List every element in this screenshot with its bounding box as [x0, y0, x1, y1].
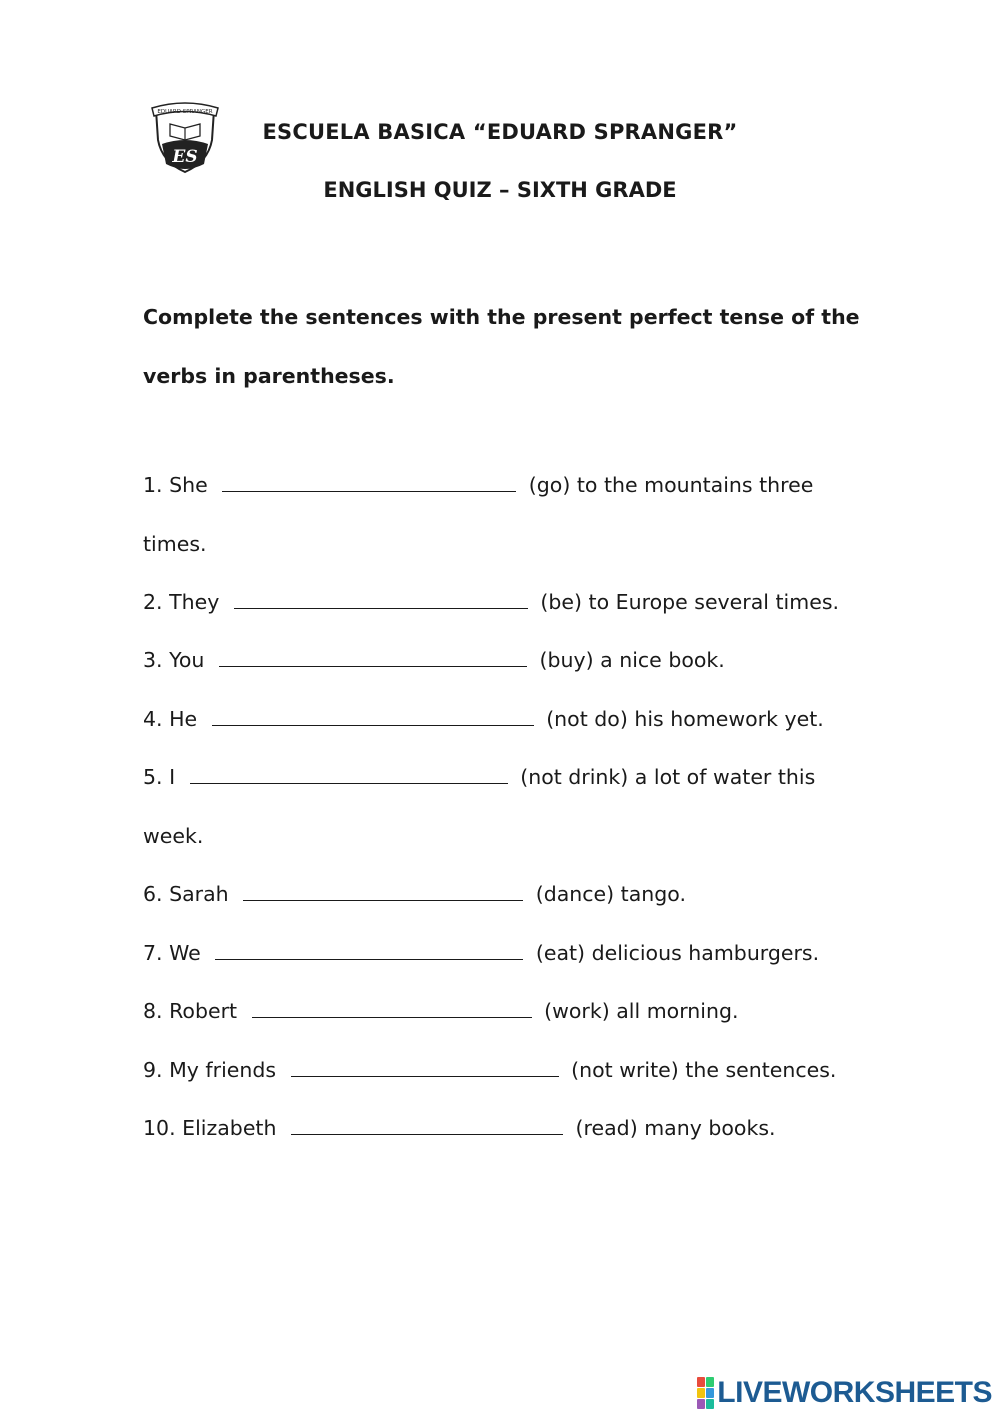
exercise-number: 6.: [143, 882, 163, 906]
exercise-number: 7.: [143, 941, 163, 965]
exercise-item: [143, 1099, 873, 1158]
exercise-number: 8.: [143, 999, 163, 1023]
exercise-subject: Elizabeth: [182, 1116, 277, 1140]
exercise-rest: (go) to the mountains three times.: [143, 473, 814, 556]
exercise-subject: Robert: [169, 999, 238, 1023]
exercise-number: 5.: [143, 765, 163, 789]
exercise-subject: I: [169, 765, 176, 789]
exercise-rest: (eat) delicious hamburgers.: [535, 941, 820, 965]
answer-blank[interactable]: [215, 937, 523, 960]
answer-blank[interactable]: [222, 469, 516, 492]
exercise-item: [143, 748, 823, 865]
exercise-item: [143, 924, 873, 983]
exercise-subject: You: [169, 648, 205, 672]
answer-blank[interactable]: [291, 1054, 559, 1077]
quiz-title: ENGLISH QUIZ – SIXTH GRADE: [323, 178, 677, 202]
answer-blank[interactable]: [252, 995, 532, 1018]
answer-blank[interactable]: [234, 586, 528, 609]
exercise-subject: They: [169, 590, 220, 614]
answer-blank[interactable]: [219, 644, 527, 667]
exercise-item: [143, 456, 823, 573]
instructions: Complete the sentences with the present perfect tense of the verbs in parentheses.: [143, 305, 860, 388]
answer-blank[interactable]: [212, 703, 534, 726]
exercise-item: [143, 690, 873, 749]
exercise-item: [143, 982, 873, 1041]
exercise-rest: (be) to Europe several times.: [540, 590, 840, 614]
exercise-rest: (buy) a nice book.: [539, 648, 725, 672]
exercise-rest: (not do) his homework yet.: [546, 707, 824, 731]
exercise-item: [143, 865, 873, 924]
exercise-item: [143, 573, 873, 632]
exercise-rest: (read) many books.: [575, 1116, 776, 1140]
answer-blank[interactable]: [291, 1112, 563, 1135]
exercise-subject: Sarah: [169, 882, 229, 906]
exercise-subject: She: [169, 473, 208, 497]
exercise-subject: He: [169, 707, 198, 731]
exercise-rest: (dance) tango.: [535, 882, 686, 906]
exercise-number: 10.: [143, 1116, 176, 1140]
answer-blank[interactable]: [243, 878, 523, 901]
exercise-item: [143, 631, 873, 690]
exercise-number: 9.: [143, 1058, 163, 1082]
exercise-number: 2.: [143, 590, 163, 614]
exercise-item: [143, 1041, 873, 1100]
logo-initials: ES: [172, 147, 198, 167]
liveworksheets-logo-icon: [697, 1377, 714, 1409]
school-name: ESCUELA BASICA “EDUARD SPRANGER”: [262, 120, 738, 144]
exercise-number: 3.: [143, 648, 163, 672]
exercise-subject: We: [169, 941, 201, 965]
exercise-number: 1.: [143, 473, 163, 497]
exercise-rest: (not write) the sentences.: [571, 1058, 837, 1082]
logo-banner-text: EDUARD SPRANGER: [157, 109, 213, 115]
exercise-number: 4.: [143, 707, 163, 731]
exercise-rest: (not drink) a lot of water this week.: [143, 765, 816, 848]
liveworksheets-brand: [697, 1376, 992, 1410]
exercise-rest: (work) all morning.: [544, 999, 739, 1023]
answer-blank[interactable]: [190, 761, 508, 784]
liveworksheets-wordmark: LIVEWORKSHEETS: [717, 1376, 992, 1409]
exercise-subject: My friends: [169, 1058, 277, 1082]
